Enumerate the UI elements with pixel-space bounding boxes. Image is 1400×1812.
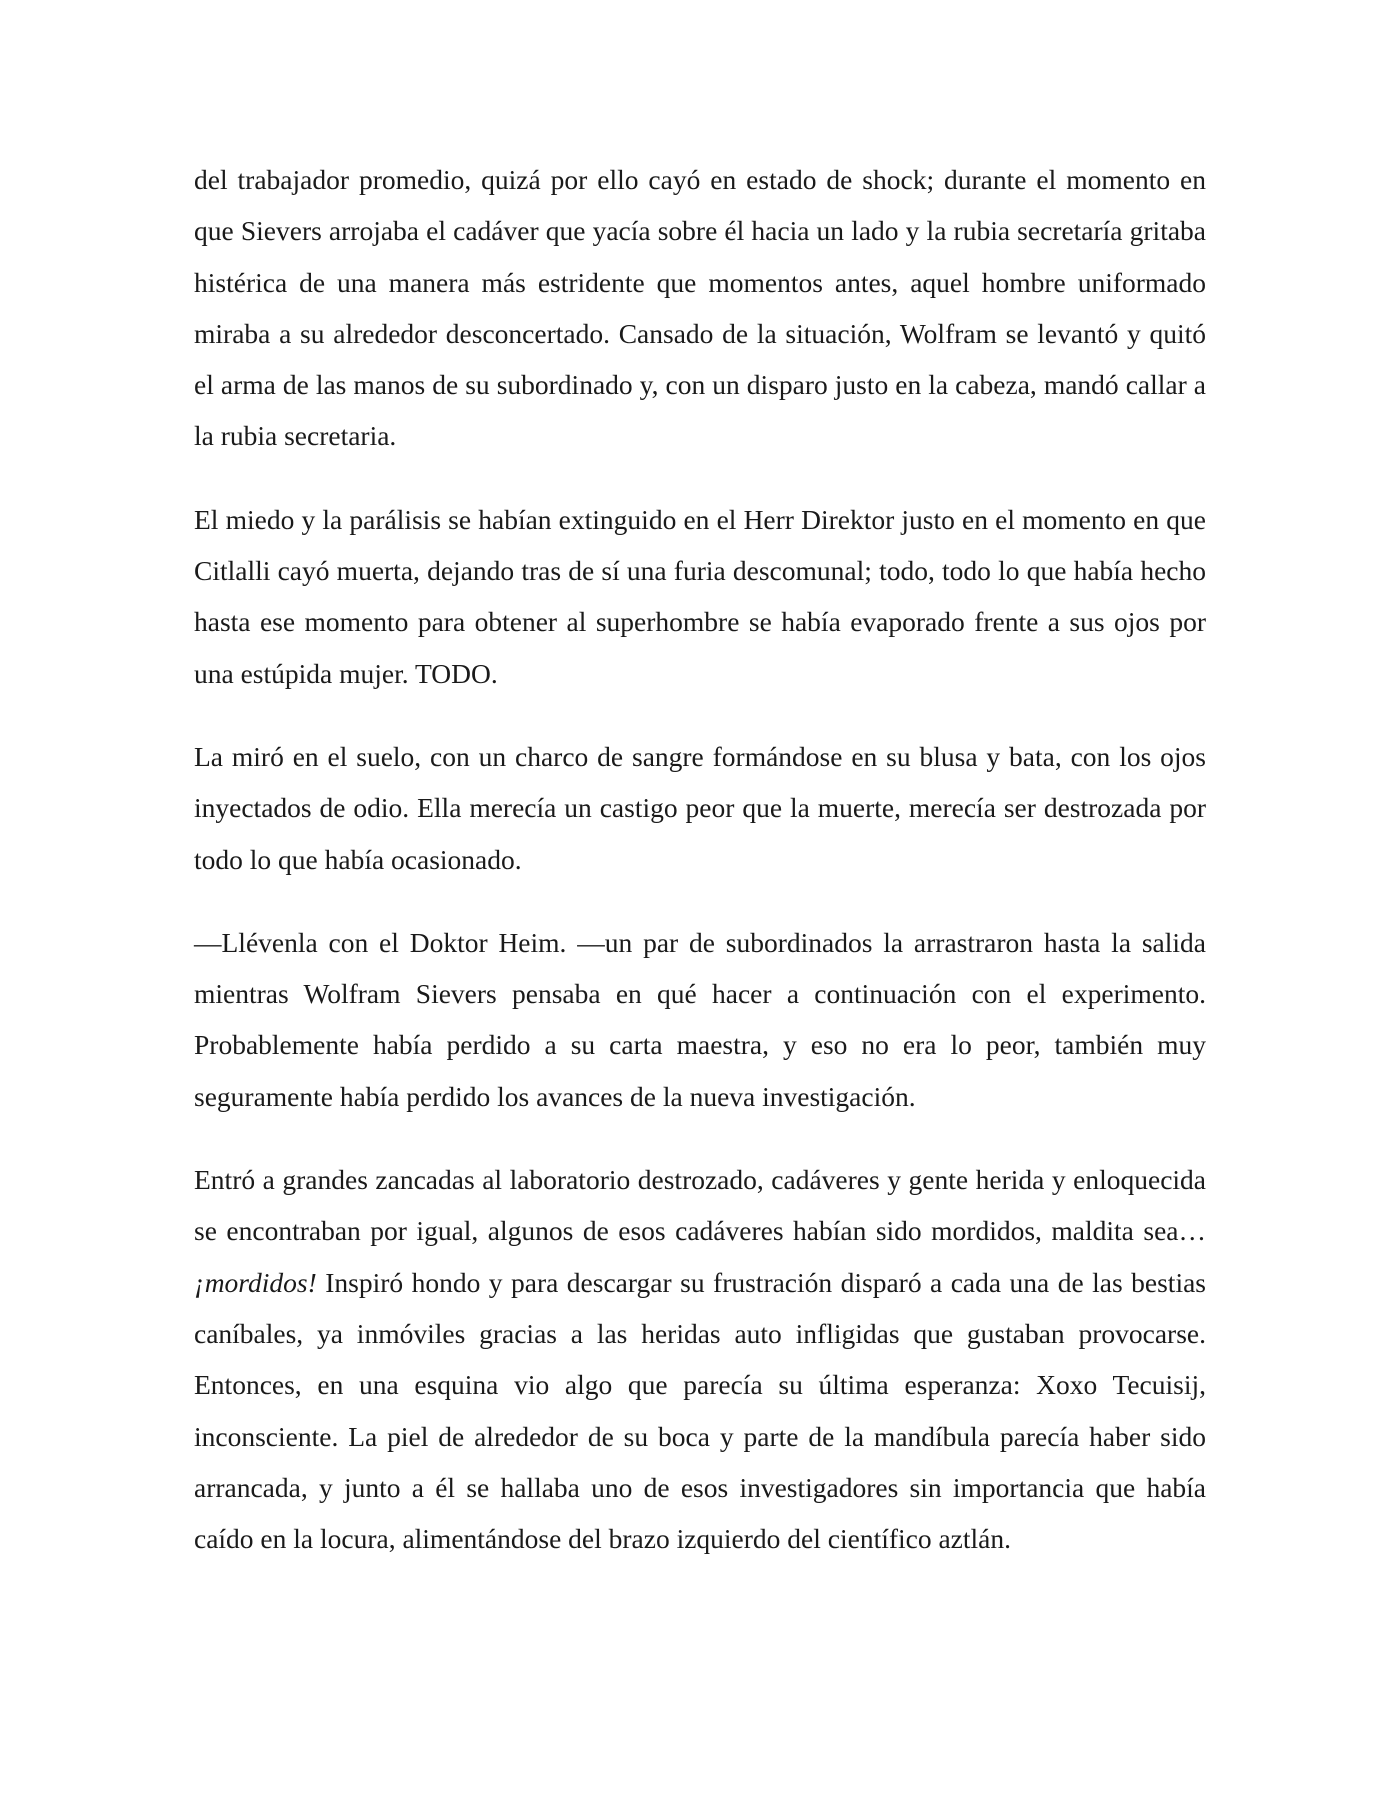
paragraph-4-text: —Llévenla con el Doktor Heim. —un par de subordinados la arrastraron hasta la salida mientras Wolfram Sievers pensaba en qué hacer a continuación con el experimento. Probablemente había perdido a su carta maestra, y eso no era lo peor, también muy seguramente había perdido los avances de la nueva investigación. xyxy=(194,926,1206,1112)
paragraph-3 xyxy=(194,731,1206,885)
paragraph-1-text: del trabajador promedio, quizá por ello cayó en estado de shock; durante el momento en que Sievers arrojaba el cadáver que yacía sobre él hacia un lado y la rubia secretaría gritaba histérica de una manera más estridente que momentos antes, aquel hombre uniformado miraba a su alrededor desconcertado. Cansado de la situación, Wolfram se levantó y quitó el arma de las manos de su subordinado y, con un disparo justo en la cabeza, mandó callar a la rubia secretaria. xyxy=(194,164,1206,452)
body-text xyxy=(194,154,1206,1596)
paragraph-2-text: El miedo y la parálisis se habían extinguido en el Herr Direktor justo en el momento en que Citlalli cayó muerta, dejando tras de sí una furia descomunal; todo, todo lo que había hecho hasta ese momento para obtener al superhombre se había evaporado frente a sus ojos por una estúpida mujer. TODO. xyxy=(194,503,1206,689)
paragraph-5-italic-word: ¡mordidos! xyxy=(194,1266,317,1298)
paragraph-5-text-b: Inspiró hondo y para descargar su frustración disparó a cada una de las bestias caníbales, ya inmóviles gracias a las heridas auto infligidas que gustaban provocarse. Entonces, en una esquina vio algo que parecía su última esperanza: Xoxo Tecuisij, inconsciente. La piel de alrededor de su boca y parte de la mandíbula parecía haber sido arrancada, y junto a él se hallaba uno de esos investigadores sin importancia que había caído en la locura, alimentándose del brazo izquierdo del científico aztlán. xyxy=(194,1266,1206,1555)
paragraph-3-text: La miró en el suelo, con un charco de sangre formándose en su blusa y bata, con los ojos inyectados de odio. Ella merecía un castigo peor que la muerte, merecía ser destrozada por todo lo que había ocasionado. xyxy=(194,740,1206,875)
paragraph-2 xyxy=(194,494,1206,699)
paragraph-5-text-a: Entró a grandes zancadas al laboratorio destrozado, cadáveres y gente herida y enloquecida se encontraban por igual, algunos de esos cadáveres habían sido mordidos, maldita sea… xyxy=(194,1164,1206,1247)
paragraph-1 xyxy=(194,154,1206,462)
paragraph-4 xyxy=(194,917,1206,1122)
paragraph-5 xyxy=(194,1154,1206,1564)
